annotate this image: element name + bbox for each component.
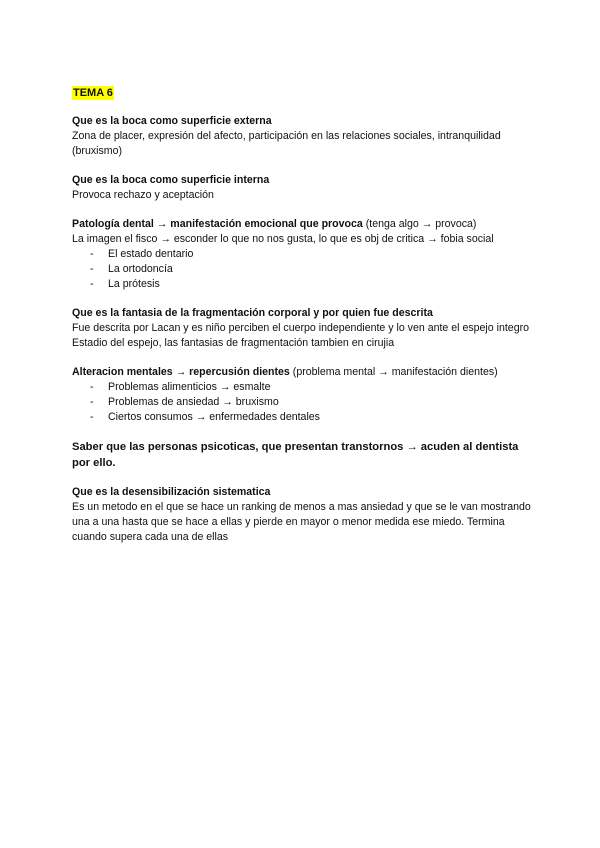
list-item: [72, 277, 532, 292]
section-text: Fue descrita por Lacan y es niño perciben el cuerpo independiente y lo ven ante el espejo integro Estadio del espejo, las fantasias de fragmentación tambien en cirujia: [72, 322, 530, 349]
section-heading-note: (tenga algo → provoca): [362, 218, 477, 230]
dash-bullet: -: [90, 263, 94, 275]
dash-bullet: -: [90, 381, 94, 393]
section-heading: Que es la boca como superficie interna: [72, 174, 270, 186]
section-text: Provoca rechazo y aceptación: [72, 189, 214, 201]
section-heading: Que es la boca como superficie externa: [72, 115, 272, 127]
section-heading: Que es la desensibilización sistematica: [72, 486, 271, 498]
bullet-list: [72, 247, 532, 292]
section-heading-note: (problema mental → manifestación dientes): [289, 366, 498, 378]
section-fantasia-fragmentacion: [72, 306, 532, 351]
section-heading: Que es la fantasia de la fragmentación corporal y por quien fue descrita: [72, 307, 433, 319]
document-page: [72, 86, 532, 559]
section-heading-line: [72, 365, 532, 380]
list-item-text: La ortodoncía: [108, 263, 173, 275]
section-patologia-dental: [72, 217, 532, 292]
section-heading: Patología dental → manifestación emocional que provoca: [72, 218, 363, 230]
bullet-list: [72, 380, 532, 425]
list-item-text: El estado dentario: [108, 248, 194, 260]
list-item: [72, 247, 532, 262]
document-title: TEMA 6: [73, 87, 113, 99]
list-item: [72, 410, 532, 425]
list-item-text: Problemas alimenticios → esmalte: [108, 381, 271, 393]
dash-bullet: -: [90, 278, 94, 290]
section-text: Es un metodo en el que se hace un ranking de menos a mas ansiedad y que se le van mostrando una a una hasta que se hace a ellas y pierde en mayor o menor medida ese miedo. Termina cuando supera cada una de ellas: [72, 501, 531, 543]
section-text: Zona de placer, expresión del afecto, participación en las relaciones sociales, intranquilidad (bruxismo): [72, 130, 501, 157]
emphasis-text: Saber que las personas psicoticas, que presentan transtornos → acuden al dentista por ello.: [72, 441, 519, 469]
section-heading: Alteracion mentales → repercusión dientes: [72, 366, 290, 378]
list-item: [72, 262, 532, 277]
dash-bullet: -: [90, 248, 94, 260]
list-item-text: La prótesis: [108, 278, 160, 290]
section-alteracion-mentales: [72, 365, 532, 425]
dash-bullet: -: [90, 411, 94, 423]
list-item-text: Ciertos consumos → enfermedades dentales: [108, 411, 320, 423]
section-text: La imagen el fisco → esconder lo que no nos gusta, lo que es obj de critica → fobia social: [72, 233, 494, 245]
section-desensibilizacion: [72, 485, 532, 545]
list-item: [72, 380, 532, 395]
section-personas-psicoticas: [72, 439, 532, 471]
dash-bullet: -: [90, 396, 94, 408]
list-item-text: Problemas de ansiedad → bruxismo: [108, 396, 279, 408]
section-boca-interna: [72, 173, 532, 203]
list-item: [72, 395, 532, 410]
section-heading-line: [72, 217, 532, 232]
section-boca-externa: [72, 114, 532, 159]
